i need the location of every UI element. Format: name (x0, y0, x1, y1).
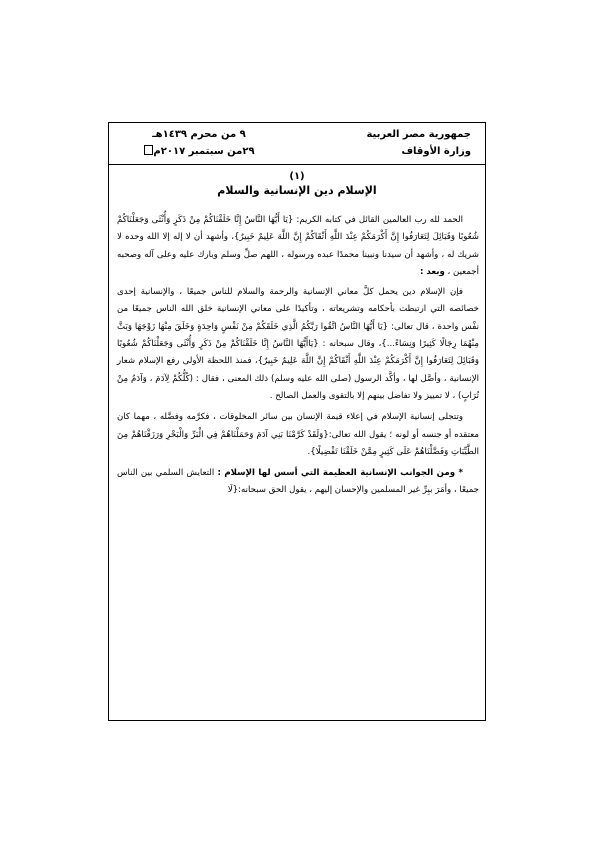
country-name: جمهورية مصر العربية (366, 129, 471, 140)
title-block (109, 170, 485, 198)
document-header (109, 123, 485, 165)
section-heading: * ومن الجوانب الإنسانية العظيمة التي أسس لها الإسلام : (217, 468, 464, 479)
paragraph-intro-text: الحمد لله رب العالمين القائل في كتابه الكريم: {يَا أَيُّهَا النَّاسُ إِنَّا خَلَقْنَاكُمْ مِنْ ذَكَرٍ وَأُنْثَى وَجَعَلْنَاكُمْ شُعُوبًا وَقَبَائِلَ لِتَعَارَفُوا إِنَّ أَكْرَمَكُمْ عِنْدَ اللَّهِ أَتْقَاكُمْ إِنَّ اللَّهَ عَلِيمٌ خَبِيرٌ}، وأشهد أن لا إله إلا الله وحده لا شريك له ، وأشهد أن سيدنا ونبينا محمدًا عبده ورسوله ، اللهم صلِّ وسلم وبارك عليه وعلى آله وصحبه أجمعين ، (117, 215, 479, 277)
paragraph-coexistence (117, 465, 479, 500)
paragraph-coexistence-text: التعايش السلمي بين الناس جميعًا ، وأمَرَ ببِرِّ غير المسلمين والإحسان إليهم ، يقول الحق سبحانه:{لَا (117, 468, 479, 496)
paragraph-humanity: فإن الإسلام دين يحمل كلَّ معاني الإنسانية والرحمة والسلام للناس جميعًا ، والإنسانية إحدى خصائصه التي ارتبطت بأحكامه وتشريعاته ، وتأكيدًا على معاني الإنسانية خلق الله الناس جميعًا من نفْس واحدة ، قال تعالى: {يَا أَيُّهَا النَّاسُ اتَّقُوا رَبَّكُمُ الَّذِي خَلَقَكُمْ مِنْ نَفْسٍ وَاحِدَةٍ وَخَلَقَ مِنْهَا زَوْجَهَا وَبَثَّ مِنْهُمَا رِجَالًا كَثِيرًا وَنِسَاءً...}، وقال سبحانه : {يَاأَيُّهَا النَّاسُ إِنَّا خَلَقْنَاكُمْ مِنْ ذَكَرٍ وَأُنْثَى وَجَعَلْنَاكُمْ شُعُوبًا وَقَبَائِلَ لِتَعَارَفُوا إِنَّ أَكْرَمَكُمْ عِنْدَ اللَّهِ أَتْقَاكُمْ إِنَّ اللَّهَ عَلِيمٌ خَبِيرٌ}، فمنذ اللحظة الأولى رفع الإسلام شعار الإنسانية ، وأصَّل لها ، وأكَّد الرسول (صلى الله عليه وسلم) ذلك المعنى ، فقال : (كُلُّكُمْ لِآدَمَ ، وَآدَمُ مِنْ تُرَابٍ) ، لا تمييز ولا تفاضل بينهم إلا بالتقوى والعمل الصالح . (117, 287, 479, 401)
paragraph-dignity: وتتجلى إنسانية الإسلام في إعلاء قيمة الإنسان بين سائر المخلوقات ، فكرَّمه وفضَّله ، مهما كان معتقده أو جنسه أو لونه ؛ يقول الله تعالى:{وَلَقَدْ كَرَّمْنَا بَنِي آدَمَ وَحَمَلْنَاهُمْ فِي الْبَرِّ وَالْبَحْرِ وَرَزَقْنَاهُمْ مِنَ الطَّيِّبَاتِ وَفَضَّلْنَاهُمْ عَلَى كَثِيرٍ مِمَّنْ خَلَقْنَا تَفْضِيلًا}. (117, 412, 479, 457)
gregorian-date: ٢٩من سبتمبر ٢٠١٧م (153, 146, 255, 157)
hijri-date: ٩ من محرم ١٤٣٩هـ (152, 129, 246, 140)
paragraph-intro (117, 212, 479, 281)
gregorian-date-line (115, 143, 283, 160)
document-title: الإسلام دين الإنسانية والسلام (217, 184, 377, 197)
ministry-name: وزارة الأوقاف (401, 146, 471, 157)
paragraph-intro-tail: وبعد : (419, 266, 445, 277)
document-frame (108, 122, 486, 721)
document-number: (١) (289, 171, 305, 182)
date-block (115, 126, 283, 160)
document-body (109, 198, 485, 500)
issuer-block (311, 126, 471, 160)
